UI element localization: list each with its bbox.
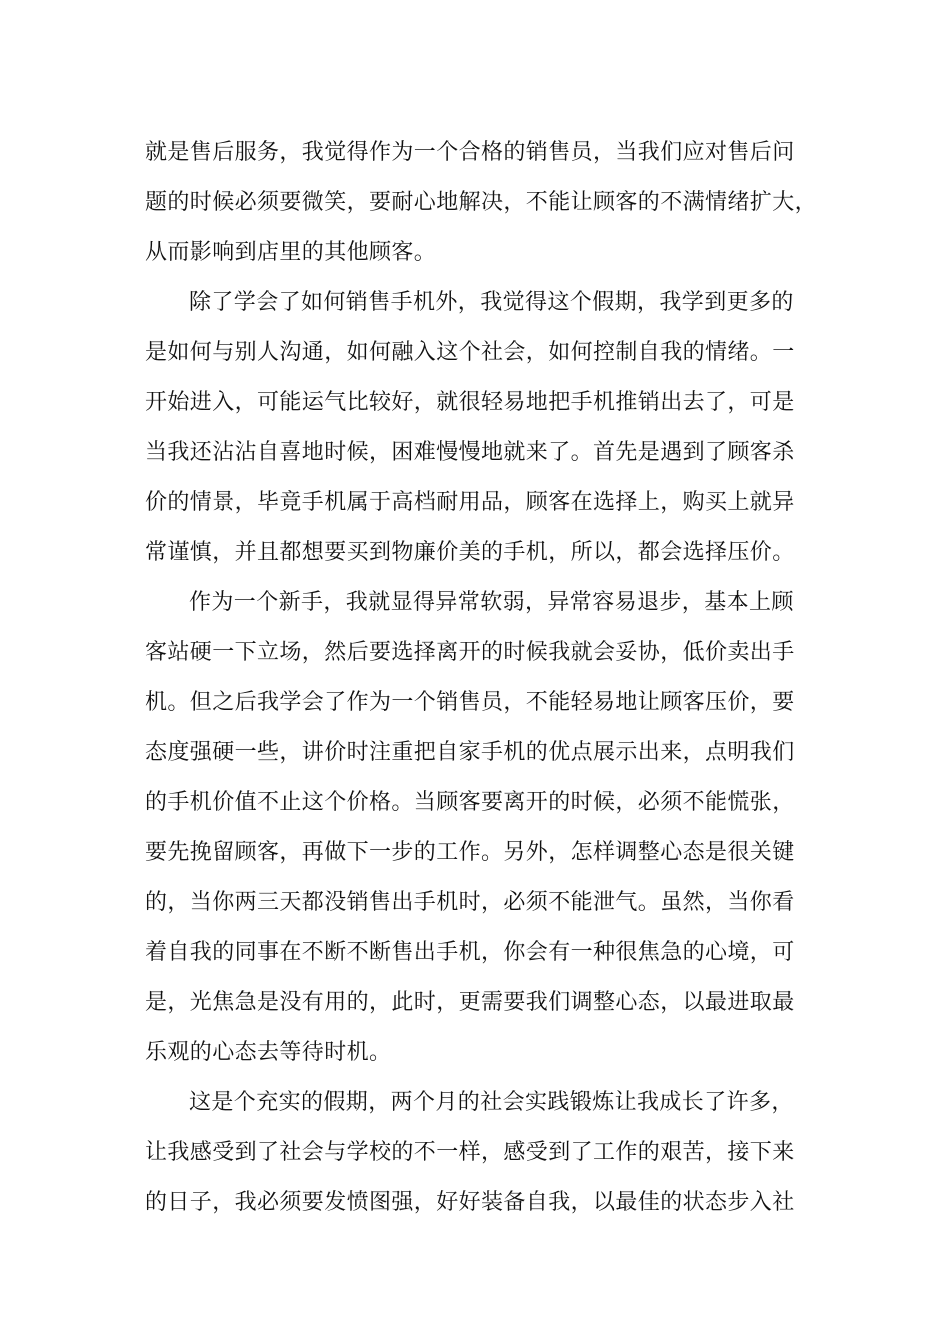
- text-line: 让我感受到了社会与学校的不一样，感受到了工作的艰苦，接下来: [145, 1140, 795, 1165]
- paragraph-1: [145, 128, 818, 278]
- document-body: [145, 128, 818, 1228]
- text-line: 客站硬一下立场，然后要选择离开的时候我就会妥协，低价卖出手: [145, 640, 795, 665]
- text-line: 常谨慎，并且都想要买到物廉价美的手机，所以，都会选择压价。: [145, 540, 795, 565]
- text-line: 价的情景，毕竟手机属于高档耐用品，顾客在选择上，购买上就异: [145, 490, 795, 515]
- text-line: 态度强硬一些，讲价时注重把自家手机的优点展示出来，点明我们: [145, 740, 795, 765]
- text-line: 这是个充实的假期，两个月的社会实践锻炼让我成长了许多，: [189, 1090, 794, 1115]
- text-line: 从而影响到店里的其他顾客。: [145, 240, 437, 265]
- paragraph-2: [145, 278, 810, 578]
- text-line: 是，光焦急是没有用的，此时，更需要我们调整心态，以最进取最: [145, 990, 795, 1015]
- text-line: 是如何与别人沟通，如何融入这个社会，如何控制自我的情绪。一: [145, 340, 795, 365]
- text-line: 当我还沾沾自喜地时候，困难慢慢地就来了。首先是遇到了顾客杀: [145, 440, 795, 465]
- text-line: 作为一个新手，我就显得异常软弱，异常容易退步，基本上顾: [189, 590, 794, 615]
- text-line: 开始进入，可能运气比较好，就很轻易地把手机推销出去了，可是: [145, 390, 795, 415]
- text-line: 要先挽留顾客，再做下一步的工作。另外，怎样调整心态是很关键: [145, 840, 795, 865]
- text-line: 的，当你两三天都没销售出手机时，必须不能泄气。虽然，当你看: [145, 890, 795, 915]
- text-line: 的日子，我必须要发愤图强，好好装备自我，以最佳的状态步入社: [145, 1190, 795, 1215]
- text-line: 机。但之后我学会了作为一个销售员，不能轻易地让顾客压价，要: [145, 690, 795, 715]
- paragraph-4: [145, 1078, 810, 1228]
- text-line: 的手机价值不止这个价格。当顾客要离开的时候，必须不能慌张，: [145, 790, 795, 815]
- text-line: 就是售后服务，我觉得作为一个合格的销售员，当我们应对售后问: [145, 140, 795, 165]
- text-line: 除了学会了如何销售手机外，我觉得这个假期，我学到更多的: [189, 290, 794, 315]
- text-line: 题的时候必须要微笑，要耐心地解决，不能让顾客的不满情绪扩大，: [145, 190, 818, 215]
- text-line: 乐观的心态去等待时机。: [145, 1040, 392, 1065]
- text-line: 着自我的同事在不断不断售出手机，你会有一种很焦急的心境，可: [145, 940, 795, 965]
- paragraph-3: [145, 578, 810, 1078]
